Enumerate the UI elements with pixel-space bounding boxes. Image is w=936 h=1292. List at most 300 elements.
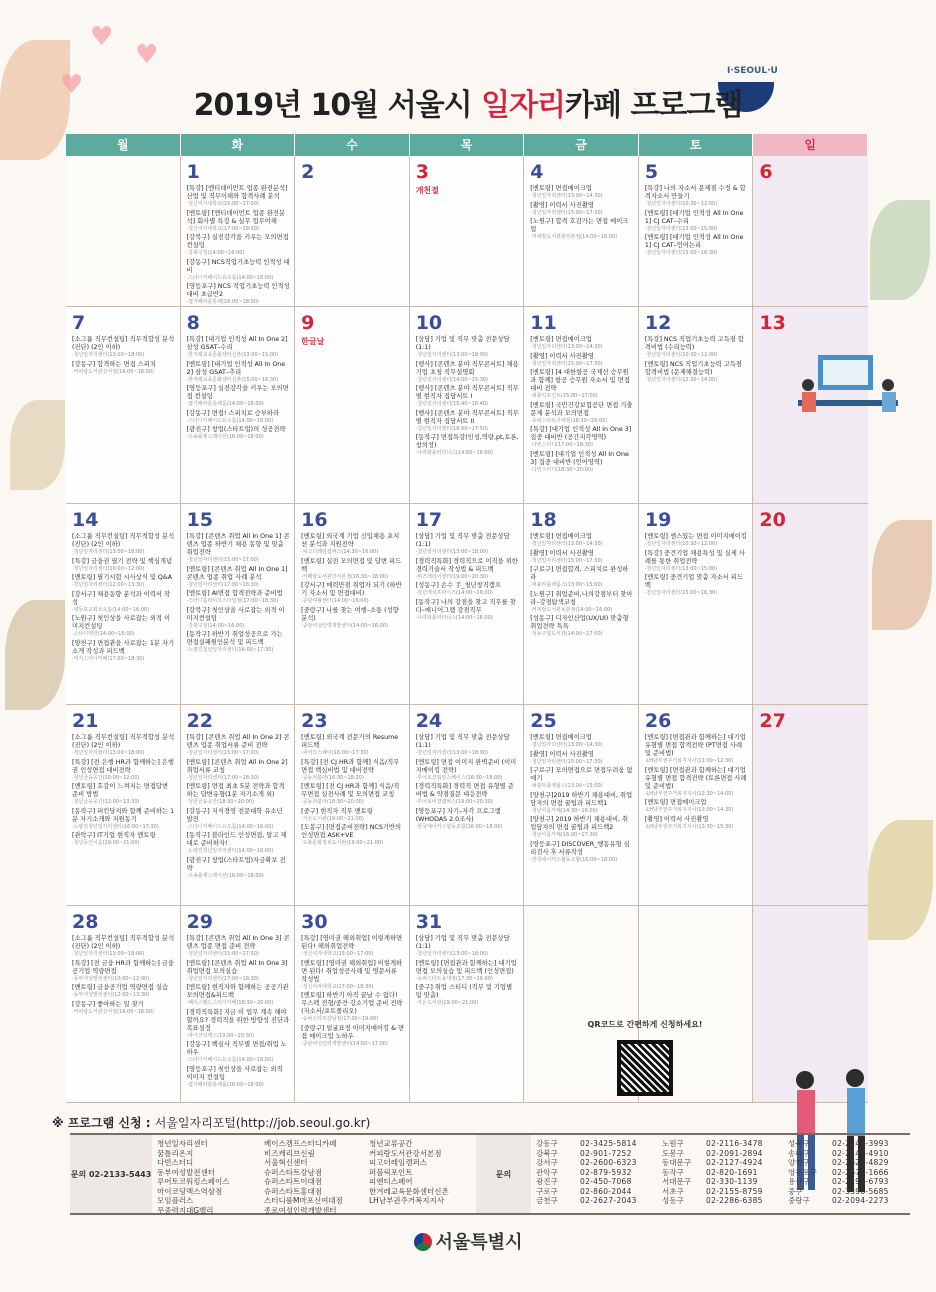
program-title: [특강] 중견기업 채용특성 및 실제 사례를 통한 취업전략 <box>644 549 745 565</box>
district-row <box>788 1149 904 1159</box>
program-item <box>72 808 176 831</box>
program-item <box>187 1041 291 1064</box>
day-number: 31 <box>415 911 443 933</box>
program-venue-time: ·다빈스터디(17:00~18:30) <box>530 442 593 448</box>
program-title: [구로구] 면접합격, 스피치로 완성하라 <box>530 566 629 581</box>
program-item <box>645 816 749 831</box>
district-row <box>788 1139 904 1149</box>
venue-name: 마이코딩맥스역삼점 <box>157 1186 223 1196</box>
district-row <box>662 1139 778 1149</box>
day-number: 2 <box>301 161 315 183</box>
district-phone: 02-2199-6793 <box>832 1177 889 1186</box>
district-name: 영등포구 <box>788 1167 817 1177</box>
venue-name: 청년일자리센터 <box>157 1139 208 1148</box>
district-name: 중구 <box>788 1186 803 1196</box>
program-venue-time: ·퍼블릭포인트(15:00~17:00) <box>530 393 598 399</box>
venue-name: LH남부권주거복지지사 <box>369 1196 445 1205</box>
program-item <box>530 451 634 474</box>
program-item <box>416 434 520 457</box>
program-item <box>187 361 291 384</box>
program-title: [특강] NCS 직업기초능력 고득점 합격비법 (수리능력) <box>644 336 744 351</box>
day-number: 8 <box>186 312 200 334</box>
qr-code[interactable] <box>617 1040 673 1096</box>
program-title: [멘토링] 국민건강보험공단 면접 기출문제 분석과 모의면접 <box>530 401 633 417</box>
weekday-thu: 목 <box>410 134 525 156</box>
district-phone: 02-2241-3993 <box>832 1139 889 1148</box>
program-item <box>187 857 291 880</box>
program-item <box>530 816 634 839</box>
program-venue-time: ·한겨레교육문화센터신촌(15:00~16:30) <box>186 376 279 383</box>
day-number: 4 <box>530 161 544 183</box>
venue-name: 종로여성인력개발센터 <box>264 1205 337 1215</box>
program-title: [구로구] 모의면접으로 면접두려움 없애기 <box>530 767 633 782</box>
seoul-logo-icon <box>414 1233 432 1251</box>
district-name: 동작구 <box>662 1167 684 1177</box>
program-venue-time: ·커피랑도서관보본점(14:00~16:00) <box>530 606 613 613</box>
district-contacts <box>783 1135 909 1213</box>
district-name: 서초구 <box>662 1186 684 1196</box>
program-venue-time: ·청년일자리센터(15:00~16:30) <box>644 590 718 596</box>
program-title: [양천구] 면접관을 사로잡는 1분 자기소개 작성과 피드백 <box>72 639 175 655</box>
apply-label: ※ 프로그램 신청 : <box>52 1116 155 1130</box>
program-item <box>645 533 749 548</box>
program-title: [강동구] 면접! 스피치로 승부하라 <box>186 409 280 417</box>
program-venue-time: ·LH남부권주거복지지사(13:30~15:30) <box>644 823 734 830</box>
program-venue-time: ·청년금융공간(12:00~13:30) <box>72 799 140 805</box>
heart-decoration: ♥ <box>135 40 159 70</box>
program-title: [영등포구] NCS 직업기초능력 인적성 대비 초급반2 <box>186 283 290 298</box>
weekday-fri: 금 <box>524 134 639 156</box>
program-title: [멘토링] 면접메이크업 <box>530 336 592 343</box>
program-item <box>530 402 634 425</box>
district-name: 동대문구 <box>662 1158 691 1167</box>
program-item <box>187 984 291 1007</box>
program-title: [멘토링] [면접관과 함께하는] 대기업 유형별 면접 합격전략 (토론면접 사례 및 준비법) <box>644 766 747 790</box>
program-title: [상담] 기업 및 직무 맞춤 전문상담(1:1) <box>415 533 510 548</box>
program-title: [멘토링] 필기시험 시사상식 및 Q&A <box>72 574 173 581</box>
district-name: 도봉구 <box>662 1148 684 1158</box>
district-name: 금천구 <box>536 1196 558 1205</box>
calendar-day-cell <box>66 156 181 307</box>
program-venue-time: ·청년이룸카페(14:30~16:00) <box>530 807 598 814</box>
program-title: [멘토링] [4 대한항공 국제선 승무원과 함께] 항공 승무원 자소서 및 면접대비 전략 <box>530 369 630 392</box>
district-name: 양천구 <box>788 1158 810 1167</box>
venue-name: 퍼블릭포인트 <box>369 1167 413 1177</box>
program-venue-time: ·청년일자리센터(12:00~13:30) <box>72 582 145 588</box>
program-venue-time: ·청년일자리센터(13:00~15:00) <box>644 565 718 572</box>
program-item <box>530 426 634 449</box>
program-item <box>416 533 520 556</box>
decorative-leaf <box>10 400 65 490</box>
district-phone: 02-3396-5685 <box>832 1186 889 1196</box>
calendar-day-cell <box>753 156 868 307</box>
program-venue-time: ·청년일자리센터(17:00~18:30) <box>186 975 259 982</box>
venue-name: 한겨레교육문화센터신촌 <box>369 1186 449 1196</box>
district-phone: 02-2286-6385 <box>706 1196 763 1205</box>
program-item <box>645 550 749 573</box>
program-venue-time: ·스타디키페이드유오룸(14:00~16:00) <box>186 823 274 830</box>
district-phone: 02-2127-4924 <box>706 1158 763 1167</box>
program-title: [소그룹 직무컨설팅] 직무적합성 분석(진단) (2인 이하) <box>72 935 175 950</box>
program-title: [멘토링] 면접메이크업 <box>530 734 592 741</box>
program-venue-time: ·커피랑도서관강서점(16:00~18:00) <box>72 368 154 375</box>
program-title: [영등포구] 실전감각을 키우는 모의면접 컨설팅 <box>186 385 289 400</box>
program-venue-time: ·청년일자리센터(13:00~18:00) <box>415 352 489 358</box>
calendar-day-cell <box>410 705 525 906</box>
district-row <box>788 1158 904 1168</box>
day-number: 30 <box>301 911 328 933</box>
day-number: 22 <box>186 710 214 732</box>
gu-inquiry-label: 문의 <box>476 1135 531 1213</box>
venue-name: 동부여성발전센터 <box>157 1167 215 1177</box>
program-venue-time: ·청년일자리센터(13:00~18:00) <box>415 750 489 756</box>
apply-url[interactable]: 서울일자리포털(http://job.seoul.go.kr) <box>154 1116 371 1130</box>
program-venue-time: ·성신여자대학교(17:00~18:30) <box>186 225 259 232</box>
decorative-leaf <box>5 600 65 710</box>
program-title: [강동구] NCS직업기초능력 인적성 대비 <box>186 258 290 274</box>
program-item <box>72 336 176 359</box>
venue-name: 루어토코워킹스페이스 <box>157 1177 230 1186</box>
program-venue-time: ·영등포교회토오룸(14:00~16:00) <box>72 606 150 613</box>
district-phone: 02-450-7068 <box>580 1177 632 1186</box>
district-row <box>536 1196 652 1206</box>
decorative-leaf <box>872 520 932 630</box>
program-item <box>72 832 176 847</box>
holiday-label: 한글날 <box>301 337 325 346</box>
venue-name: 커피랑도서관강서본점 <box>369 1148 442 1158</box>
district-phone: 02-330-1139 <box>706 1177 758 1186</box>
district-row <box>536 1168 652 1178</box>
district-phone: 02-2670-1666 <box>832 1167 889 1177</box>
program-venue-time: ·공동러블라(16:30~18:30) <box>301 774 364 781</box>
district-phone: 02-2094-2273 <box>832 1196 889 1205</box>
program-item <box>187 210 291 233</box>
program-item <box>530 550 634 565</box>
program-item <box>416 336 520 359</box>
venue-name: 슈퍼스타트강남점 <box>264 1167 322 1177</box>
program-title: [멘토링] [면접관과 함께하는] 대기업 면접 모의실습 및 피드백 (인성면접) <box>415 959 517 975</box>
day-number: 1 <box>186 161 200 183</box>
district-phone: 02-2155-8759 <box>706 1186 763 1196</box>
program-item <box>187 1066 291 1089</box>
program-venue-time: ·도봉문화정보도서관(19:00~21:00) <box>301 840 384 846</box>
program-venue-time: ·청년일자리센터(15:00~17:30) <box>530 758 603 765</box>
program-title: [멘토링] 면접메이크업 <box>530 185 592 192</box>
calendar-day-cell <box>639 156 754 307</box>
district-name: 중랑구 <box>788 1196 810 1205</box>
program-venue-time: ·커피랑도서관광부본점(14:00~16:00) <box>530 234 618 240</box>
weekday-tue: 화 <box>181 134 296 156</box>
program-title: [동작구] 면접특강(인성,역량,pt,토론,창의성) <box>415 434 519 449</box>
program-item <box>187 607 291 630</box>
calendar-day-cell <box>753 504 868 705</box>
program-item <box>72 759 176 782</box>
program-venue-time: ·루어토비젼캠퍼스(19:00~20:30) <box>415 799 493 805</box>
program-venue-time: ·강북구청(14:00~16:00) <box>186 622 245 629</box>
program-title: [동작구] 나의 강점을 찾고 직무를 찾다–애니어그램 강점직무 <box>415 598 516 614</box>
program-title: [상담] 기업 및 직무 맞춤 전문상담(1:1) <box>415 336 510 351</box>
program-item <box>301 734 405 757</box>
program-title: [행사] [콘텐츠 분야 직무콘서트] 채용기업 초청 직무설명회 <box>415 360 519 376</box>
program-venue-time: ·청년일자리센터(15:00~17:30) <box>530 360 603 367</box>
program-venue-time: ·청년일자리센터(13:00~14:30) <box>530 541 603 547</box>
program-venue-time: ·청년일자리센터(13:00~18:00) <box>72 951 145 957</box>
weekday-mon: 월 <box>66 134 181 156</box>
program-item <box>72 734 176 757</box>
program-venue-time: ·퍼블라플랫폼스(13:00~15:00) <box>530 783 603 789</box>
day-number: 6 <box>759 161 773 183</box>
program-item <box>72 558 176 573</box>
program-item <box>416 783 520 806</box>
program-title: [멘토링] [전 CJ HR과 함께] 식음/직무면접 실전사례 및 모의면접 코칭 <box>301 783 400 798</box>
day-number: 16 <box>301 509 328 531</box>
program-title: [동작구] 블라인드 인성면접, 알고 제대로 준비하자! <box>186 832 287 847</box>
weekday-wed: 수 <box>295 134 410 156</box>
program-item <box>187 960 291 983</box>
program-venue-time: ·성신여자대학교(17:00~18:30) <box>301 983 374 990</box>
program-venue-time: ·스타디룸라이프스타일점(17:00~18:30) <box>186 598 279 604</box>
calendar-day-cell <box>66 504 181 705</box>
program-item <box>187 410 291 425</box>
day-number: 12 <box>644 312 672 334</box>
district-phone: 02-879-5932 <box>580 1167 632 1177</box>
program-item <box>530 566 634 589</box>
program-item <box>645 234 749 257</box>
day-number: 27 <box>759 710 786 732</box>
district-phone: 02-2147-4910 <box>832 1148 889 1158</box>
district-contacts <box>531 1135 657 1213</box>
seoul-logo-text: I·SEOUL·U <box>727 66 778 76</box>
day-number: 20 <box>759 509 786 531</box>
program-venue-time: ·청년일자리센터(13:00~18:00) <box>415 951 489 957</box>
district-contacts <box>657 1135 783 1213</box>
program-title: [멘토링] [멘티데이먼트 업종 완전분석] 회사별 특징 & 실무 업무이해 <box>186 209 286 225</box>
inquiry-label: 문의 02-2133-5443 <box>70 1135 152 1213</box>
program-item <box>645 361 749 384</box>
program-title: [중구] 취업 스터디 (직무 및 기업별 팀 맞춤) <box>415 984 513 999</box>
program-title: [특강] [전 CJ HR과 함께] 식음/직무면접 핵심비법 및 대비전략 <box>301 758 400 774</box>
program-title: [소그룹 직무컨설팅] 직무적합성 분석(진단) (2인 이하) <box>72 734 175 749</box>
program-title: [특강] [콘텐츠 취업 All In One 2] 콘텐츠 업종 취업서류 준비 전략 <box>186 734 290 749</box>
program-title: [소그룹 직무컨설팅] 직무적합성 분석(진단) (2인 이하) <box>72 336 175 351</box>
venue-name: 피엔티스페어 <box>369 1177 413 1186</box>
venue-name: 모임플러스 <box>157 1196 194 1205</box>
venue-list <box>364 1135 476 1213</box>
program-venue-time: ·성동구립도서관(14:00~17:00) <box>530 631 603 637</box>
calendar-day-cell <box>295 307 410 504</box>
district-row <box>662 1196 778 1206</box>
program-venue-time: ·공담여왕센터(14:00~16:00) <box>301 598 369 604</box>
program-venue-time: ·미지스터디카페(17:00~18:30) <box>72 655 145 662</box>
program-title: [관악구] IT기업 현직자 멘토링 <box>72 832 156 839</box>
program-title: [멘토링] 하반기 아직 끝날 수 없다! 무스펙 전형/중견·강소기업 준비 전략(자소서/포트폴리오) <box>301 992 403 1015</box>
calendar-day-cell <box>639 705 754 906</box>
program-item <box>645 336 749 359</box>
program-title: [멘토링] 실전 모의면접 및 답변 피드백 <box>301 557 402 573</box>
program-venue-time: ·청년일자리센터(15:00~17:30) <box>530 557 603 564</box>
program-title: [멘토링] AI면접 합격전략과 준비법 <box>186 590 283 597</box>
program-venue-time: ·스타디키페이드유오룸(14:00~16:00) <box>186 274 274 281</box>
venue-name: 다빈스터디 <box>157 1158 194 1167</box>
program-title: [멘토링] 센스있는 면접 이미지메이킹 <box>644 533 748 540</box>
program-venue-time: ·접기페파를롯팩룸(14:00~16:00) <box>186 401 264 407</box>
program-item <box>301 808 405 823</box>
calendar-day-cell <box>181 307 296 504</box>
program-title: [상담] 기업 및 직무 맞춤 전문상담(1:1) <box>415 935 510 950</box>
program-venue-time: ·청년일자리센터(13:00~15:00) <box>644 225 718 232</box>
program-venue-time: ·루어토코워킹스페이스(16:30~18:00) <box>415 774 503 781</box>
program-title: [노원구] 합격 호감가는 면접 메이크업 <box>530 218 629 233</box>
program-venue-time: ·청년일자리센터(13:00~18:00) <box>72 352 145 358</box>
program-venue-time: ·청년공간이음(19:00~21:00) <box>72 840 140 846</box>
program-item <box>301 783 405 806</box>
program-title: [멘토링] [콘텐츠 취업 All In One 2] 취업서류 코칭 <box>186 758 288 774</box>
day-number: 17 <box>415 509 443 531</box>
footer-org-name: 서울특별시 <box>435 1232 523 1253</box>
program-item <box>530 792 634 815</box>
calendar-day-cell <box>410 156 525 307</box>
program-venue-time: ·LH남부권주거복지지사(11:00~12:30) <box>644 758 734 764</box>
program-item <box>416 960 520 983</box>
program-item <box>301 992 405 1023</box>
program-venue-time: ·청년캐치프라이즈(14:00~16:00) <box>415 590 493 596</box>
calendar-day-cell <box>181 906 296 1103</box>
program-item <box>187 533 291 564</box>
program-item <box>645 210 749 233</box>
weekday-sat: 토 <box>639 134 754 156</box>
program-item <box>187 734 291 757</box>
program-title: [노원구] 취업준비,나의강점부터 찾아라–강점탐색코칭 <box>530 590 633 606</box>
program-item <box>645 734 749 765</box>
weekday-sun: 일 <box>753 134 868 156</box>
program-title: [양천구] 2019 하반기 채용대비, 취업담자의 면접 꿀팁과 피드백2 <box>530 816 629 831</box>
program-venue-time: ·퍼블라플랫폼스(13:00~15:00) <box>530 582 603 588</box>
program-venue-time: ·청년이룸카페(16:00~17:30) <box>530 832 598 838</box>
program-venue-time: ·청년일자리센터(12:30~14:00) <box>644 376 718 383</box>
program-title: [특강] [대기업 인적성 All In One 3] 집중 대비반 (공간지각영역) <box>530 426 632 441</box>
program-venue-time: ·청년금융공간(18:30~20:00) <box>186 799 255 805</box>
district-phone: 02-2620-4829 <box>832 1158 889 1167</box>
calendar-day-cell <box>524 307 639 504</box>
program-venue-time: ·비즈캐리어센터(19:00~20:30) <box>415 573 489 580</box>
program-venue-time: ·청년일자리센터(15:00~17:00) <box>186 951 259 957</box>
program-item <box>301 582 405 605</box>
program-title: [특강] [전 은행 HR과 함께하는] 은행권 인성면접 대비전략 <box>72 758 174 774</box>
venue-list <box>152 1135 259 1213</box>
program-title: [멘토링] 면접메이크업 <box>530 533 592 540</box>
program-venue-time: ·청년일자리센터(13:00~18:00) <box>72 549 145 555</box>
program-venue-time: ·한국에이커스협동조합(16:00~18:00) <box>415 823 503 830</box>
program-venue-time: ·우송플랫스테이션(16:00~18:00) <box>186 434 264 440</box>
program-item <box>301 607 405 630</box>
program-item <box>187 808 291 831</box>
program-venue-time: ·청년일자리센터(15:00~17:00) <box>186 557 259 563</box>
program-title: [멘토링] [대기업 인적성 All In One 1] CJ CAT–수리 <box>644 209 744 225</box>
program-venue-time: ·LH남부권주거복지지사(12:30~14:00) <box>644 790 734 797</box>
district-row <box>536 1187 652 1197</box>
program-venue-time: ·노량진청년일자리센터(16:00~17:30) <box>186 647 274 653</box>
venue-name: 청년교류공간 <box>369 1139 413 1148</box>
program-title: [멘토링] 외국계 기업 신입채용 포지션 분석과 지원전략 <box>301 533 400 548</box>
program-title: [노원구] 첫인상을 사로잡는 외적 이미지컨설팅 <box>72 615 171 630</box>
program-item <box>187 783 291 806</box>
program-venue-time: ·공동러블라(18:30~20:00) <box>301 799 364 805</box>
district-row <box>788 1196 904 1206</box>
program-venue-time: ·접기페파를롯팩(16:00~18:00) <box>186 299 259 305</box>
program-venue-time: ·우송플랫스테이션(16:00~18:00) <box>186 872 264 879</box>
program-venue-time: ·청년일자리센터(15:40~16:40) <box>415 401 489 407</box>
program-title: [멘토링] 면접메이크업 <box>644 799 707 806</box>
program-item <box>72 960 176 983</box>
program-title: [동작구] 하반기 취업성공으로 가는 면접실패원인분석 및 피드백 <box>186 631 283 646</box>
program-item <box>187 832 291 855</box>
day-number: 24 <box>415 710 443 732</box>
calendar-day-cell <box>295 504 410 705</box>
program-title: [경력직특화] 지금 이 업무 계속 해야할까요? 경력직을 위한 방향성 진단과 목표설정 <box>186 1008 290 1032</box>
program-venue-time: ·강북구청(14:00~16:00) <box>186 250 245 256</box>
heart-decoration: ♥ <box>60 70 84 100</box>
program-item <box>187 1009 291 1040</box>
program-title: [강동구] 핵심사 직무별 면접/취업 노하우 <box>186 1041 287 1056</box>
program-item <box>416 935 520 958</box>
program-title: [멘토링] [대기업 인적성 All In One 3] 집중 대비반 (언어영역) <box>530 450 629 466</box>
district-name: 노원구 <box>662 1139 684 1148</box>
program-title: [성동구] 디자인산업(UX/UI) 맞춤형 취업전략 특특 <box>530 615 629 630</box>
page-title: 2019년 10월 서울시 일자리카페 프로그램 <box>193 88 743 123</box>
program-title: [멘토링] NCS 직업기초능력 고득점 합격비법 (문제해결능력) <box>644 360 742 376</box>
district-name: 서대문구 <box>662 1177 691 1186</box>
heart-decoration: ♥ <box>90 22 114 52</box>
day-number: 23 <box>301 710 328 732</box>
program-item <box>416 410 520 433</box>
venue-name: 스터디룸M마포신여대점 <box>264 1196 343 1205</box>
district-row <box>662 1158 778 1168</box>
program-item <box>301 824 405 847</box>
program-title: [특강] [멘티데이먼트 업종 완전분석] 산업 및 직무이해와 합격사례 분석 <box>186 185 288 200</box>
program-title: [촬영] 이력서 사진촬영 <box>530 352 594 360</box>
venue-name: 비즈캐리브신림 <box>264 1148 315 1158</box>
program-venue-time: ·성신여자대학교(15:00~17:00) <box>186 201 259 207</box>
program-venue-time: ·나라와플러터너스(14:00~16:00) <box>415 614 493 621</box>
program-title: [강동구] 지식경영 전문대학 유소년 발전 <box>186 807 283 823</box>
district-phone: 02-3425-5814 <box>580 1139 637 1148</box>
calendar-day-cell <box>295 156 410 307</box>
program-title: [중구] 현직자 직무 멘토링 <box>301 807 373 815</box>
program-item <box>416 759 520 782</box>
program-title: [중랑구] 나를 찾는 여행–소통 (성향분석) <box>301 606 399 622</box>
district-row <box>536 1177 652 1187</box>
program-item <box>530 751 634 766</box>
program-title: [멘토링] 면접 이미지 완벽준비 (이미지메이킹 전략) <box>415 758 517 774</box>
program-venue-time: ·피어트스페이(16:00~17:30) <box>301 750 369 756</box>
day-number: 26 <box>644 710 672 732</box>
program-venue-time: ·청년일자리센터(16:50~17:50) <box>415 425 489 432</box>
day-number: 9 <box>301 312 315 334</box>
program-title: [촬영] 이력서 사진촬영 <box>530 750 594 758</box>
program-venue-time: ·다빈스터디(18:30~20:00) <box>530 466 593 473</box>
district-row <box>662 1168 778 1178</box>
program-item <box>187 336 291 359</box>
program-item <box>530 591 634 614</box>
footer-org <box>0 1228 936 1254</box>
contact-table <box>70 1133 910 1215</box>
district-name: 용산구 <box>788 1177 810 1186</box>
calendar-day-cell <box>66 705 181 906</box>
program-item <box>187 935 291 958</box>
program-title: [중랑구] 얼굴표정 이미지메이킹 & 면접 메이크업 노하우 <box>301 1024 405 1040</box>
district-phone: 02-2600-6323 <box>580 1158 637 1167</box>
program-item <box>187 385 291 408</box>
